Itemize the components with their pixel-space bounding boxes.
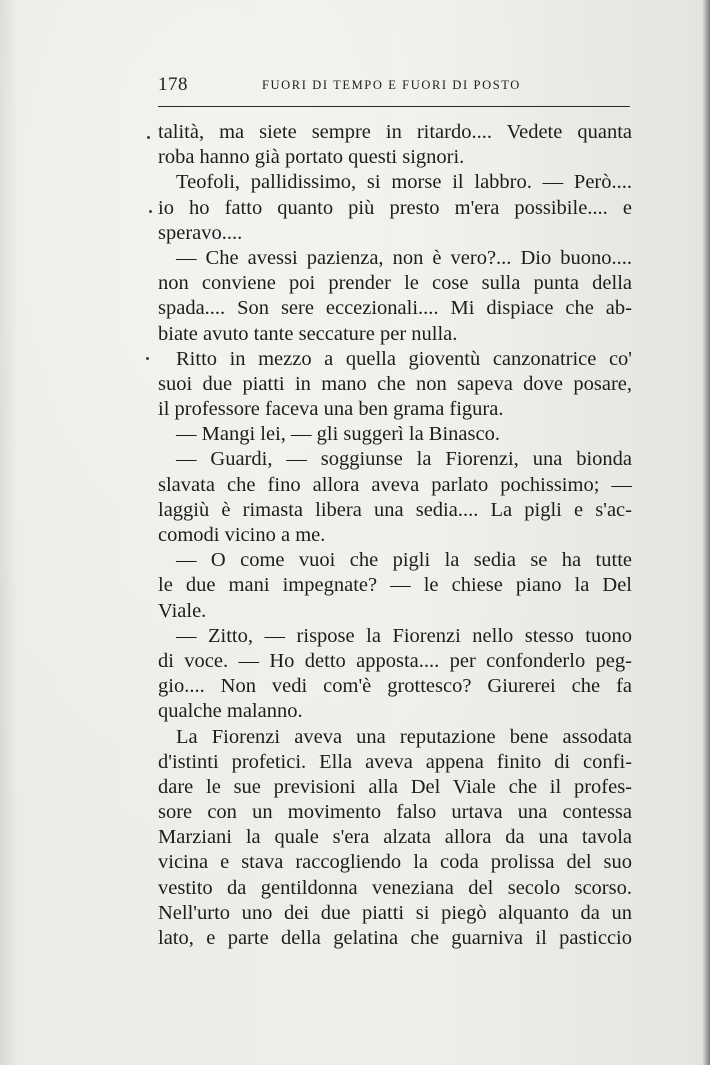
margin-speck: [146, 357, 149, 360]
margin-speck: [149, 210, 152, 213]
text-line: — Zitto, — rispose la Fiorenzi nello stesso tuono: [176, 624, 632, 647]
text-line: slavata che fino allora aveva parlato pochissimo; —: [158, 473, 632, 496]
text-line: le due mani impegnate? — le chiese piano la Del: [158, 574, 632, 597]
text-line: suoi due piatti in mano che non sapeva dove posare,: [158, 372, 632, 395]
text-line: vicina e stava raccogliendo la coda prolissa del suo: [158, 851, 632, 874]
text-line: — Mangi lei, — gli suggerì la Binasco.: [176, 423, 500, 446]
text-line: di voce. — Ho detto apposta.... per confonderlo peg-: [158, 649, 632, 672]
text-line: io ho fatto quanto più presto m'era possibile.... e: [158, 196, 632, 219]
text-line: qualche malanno.: [158, 700, 303, 723]
text-line: laggiù è rimasta libera una sedia.... La pigli e s'ac-: [158, 498, 632, 521]
text-line: spada.... Son sere eccezionali.... Mi dispiace che ab-: [158, 297, 632, 320]
text-line: speravo....: [158, 221, 243, 244]
header-rule: [158, 106, 630, 107]
page-number: 178: [158, 74, 188, 95]
text-line: — O come vuoi che pigli la sedia se ha tutte: [176, 549, 632, 572]
running-title: FUORI DI TEMPO E FUORI DI POSTO: [262, 78, 521, 92]
text-line: biate avuto tante seccature per nulla.: [158, 322, 458, 345]
text-line: gio.... Non vedi com'è grottesco? Giurerei che fa: [158, 675, 632, 698]
text-line: d'istinti profetici. Ella aveva appena finito di confi-: [158, 750, 632, 773]
text-line: Teofoli, pallidissimo, si morse il labbro. — Però....: [176, 171, 632, 194]
text-line: non conviene poi prender le cose sulla punta della: [158, 272, 632, 295]
text-line: vestito da gentildonna veneziana del secolo scorso.: [158, 876, 632, 899]
text-line: lato, e parte della gelatina che guarniva il pasticcio: [158, 927, 632, 949]
text-line: Marziani la quale s'era alzata allora da una tavola: [158, 826, 632, 849]
text-line: Nell'urto uno dei due piatti si piegò alquanto da un: [158, 901, 632, 924]
text-line: Ritto in mezzo a quella gioventù canzonatrice co': [176, 347, 632, 370]
text-line: sore con un movimento falso urtava una contessa: [158, 801, 632, 824]
text-line: talità, ma siete sempre in ritardo.... Vedete quanta: [158, 121, 632, 143]
text-line: roba hanno già portato questi signori.: [158, 146, 465, 169]
text-line: dare le sue previsioni alla Del Viale che il profes-: [158, 775, 632, 798]
page-edge-shadow: [702, 0, 710, 1065]
text-line: La Fiorenzi aveva una reputazione bene assodata: [176, 725, 632, 748]
page-header: [158, 72, 630, 102]
text-line: comodi vicino a me.: [158, 524, 326, 546]
text-line: — Che avessi pazienza, non è vero?... Dio buono....: [176, 246, 632, 269]
text-line: Viale.: [158, 599, 207, 622]
margin-speck: [147, 136, 150, 139]
text-line: il professore faceva una ben grama figura.: [158, 398, 504, 421]
body-text: [158, 120, 632, 951]
text-line: — Guardi, — soggiunse la Fiorenzi, una bionda: [176, 448, 632, 471]
